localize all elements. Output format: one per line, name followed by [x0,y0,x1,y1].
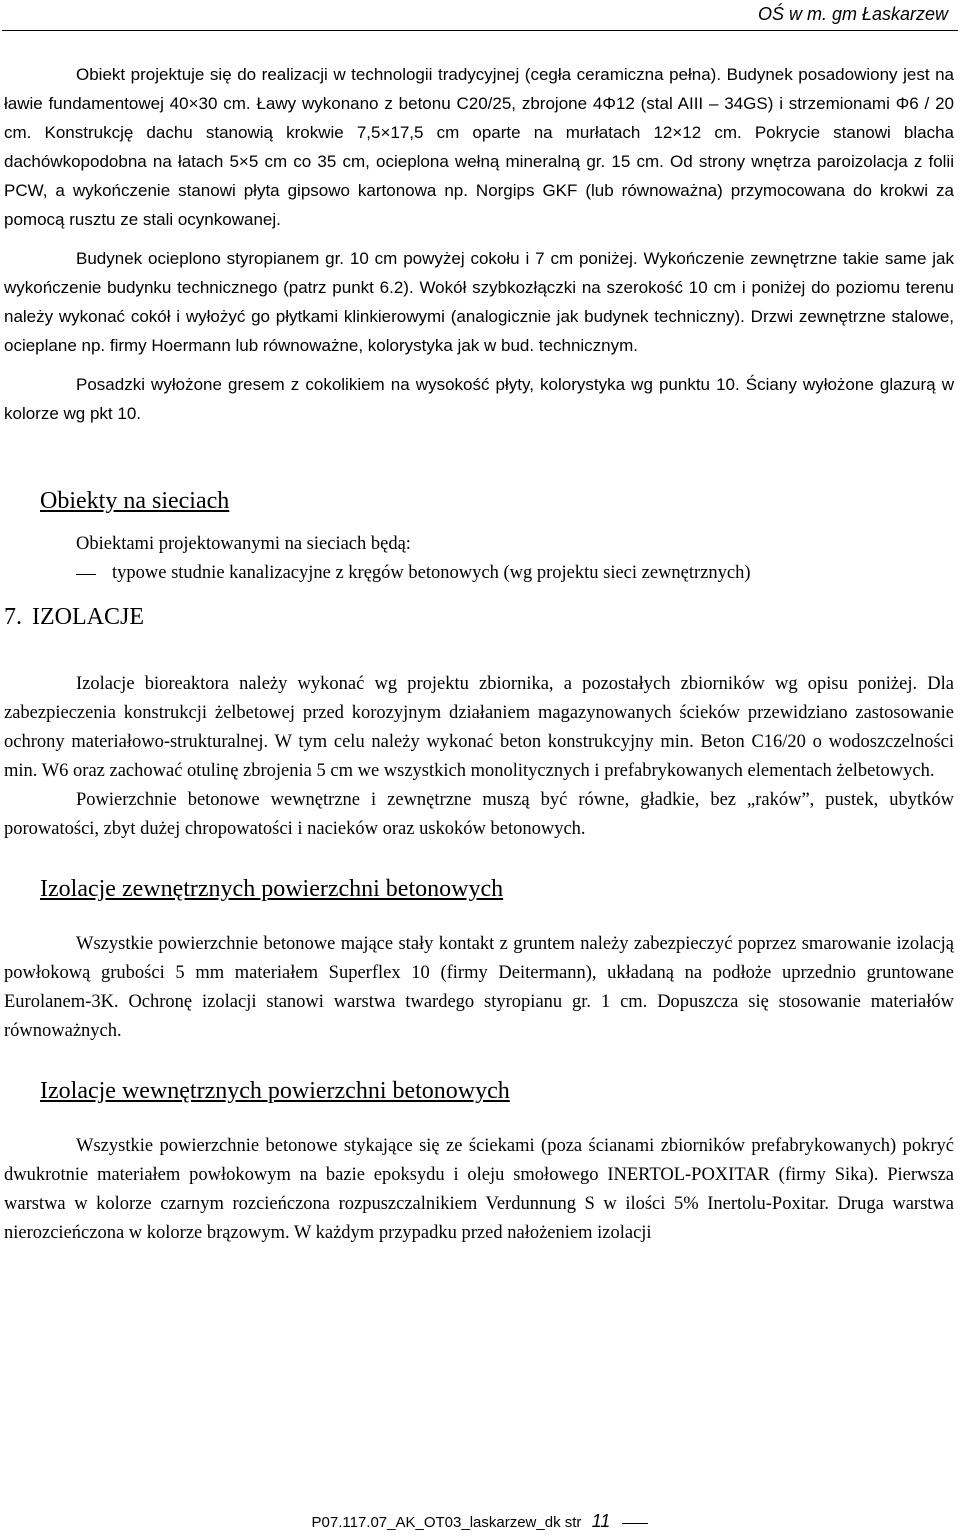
footer-dash [622,1523,648,1524]
list-item: typowe studnie kanalizacyjne z kręgów betonowych (wg projektu sieci zewnętrznych) [4,559,954,588]
building-description-block [4,60,954,428]
section-heading-internal: Izolacje wewnętrznych powierzchni betonowych [40,1078,510,1104]
section-heading-networks: Obiekty na sieciach [40,488,230,514]
chapter-heading [4,602,954,632]
page-footer [0,1510,960,1534]
running-header: OŚ w m. gm Łaskarzew [757,4,948,24]
networks-list [4,559,954,588]
paragraph-insulation-finish: Budynek ocieplono styropianem gr. 10 cm powyżej cokołu i 7 cm poniżej. Wykończenie zewnętrzne takie same jak wykończenie budynku technicznego (patrz punkt 6.2). Wokół szybkozłączki na szerokość 10 cm i poniżej do poziomu terenu należy wykonać cokół i wyłożyć go płytkami klinkierowymi (analogicznie jak budynek techniczny). Drzwi zewnętrzne stalowe, ocieplane np. firmy Hoermann lub równoważne, kolorystyka jak w bud. technicznym. [4,249,954,355]
paragraph-floors-walls: Posadzki wyłożone gresem z cokolikiem na wysokość płyty, kolorystyka wg punktu 10. Ściany wyłożone glazurą w kolorze wg pkt 10. [4,375,954,423]
chapter-title: IZOLACJE [32,604,144,630]
page-number: 11 [591,1511,611,1531]
page-content [4,60,954,1248]
section-heading-external: Izolacje zewnętrznych powierzchni betonowych [40,876,504,902]
paragraph-internal: Wszystkie powierzchnie betonowe stykające się ze ściekami (poza ścianami zbiorników prefabrykowanych) pokryć dwukrotnie materiałem powłokowym na bazie epoksydu i oleju smołowego INERTOL-POXITAR (firmy Sika). Pierwsza warstwa w kolorze czarnym rozcieńczona rozpuszczalnikiem Verdunnung S w ilości 5% Inertolu-Poxitar. Druga warstwa nierozcieńczona w kolorze brązowym. W każdym przypadku przed nałożeniem izolacji [4,1136,954,1243]
paragraph-construction: Obiekt projektuje się do realizacji w technologii tradycyjnej (cegła ceramiczna pełna). Budynek posadowiony jest na ławie fundamentowej 40×30 cm. Ławy wykonano z betonu C20/25, zbrojone 4Φ12 (stal AIII – 34GS) i strzemionami Φ6 / 20 cm. Konstrukcję dachu stanowią krokwie 7,5×17,5 cm oparte na murłatach 12×12 cm. Pokrycie stanowi blacha dachówkopodobna na łatach 5×5 cm co 35 cm, ocieplona wełną mineralną gr. 15 cm. Od strony wnętrza paroizolacja z folii PCW, a wykończenie stanowi płyta gipsowo kartonowa np. Norgips GKF (lub równoważna) przymocowana do krokwi za pomocą rusztu ze stali ocynkowanej. [4,65,954,229]
chapter-number: 7. [4,604,22,630]
paragraph-izolacje-1: Izolacje bioreaktora należy wykonać wg projektu zbiornika, a pozostałych zbiorników wg opisu poniżej. Dla zabezpieczenia konstrukcji żelbetowej przed korozyjnym działaniem magazynowanych ścieków przewidziano zastosowanie ochrony materiałowo-strukturalnej. W tym celu należy wykonać beton konstrukcyjny min. Beton C16/20 o wodoszczelności min. W6 oraz zachować otulinę zbrojenia 5 cm we wszystkich monolitycznych i prefabrykowanych elementach żelbetowych. [4,674,954,781]
header-rule [2,30,958,31]
networks-intro: Obiektami projektowanymi na sieciach będą: [76,534,411,554]
paragraph-external: Wszystkie powierzchnie betonowe mające stały kontakt z gruntem należy zabezpieczyć poprzez smarowanie izolacją powłokową grubości 5 mm materiałem Superflex 10 (firmy Deitermann), układaną na podłoże uprzednio gruntowane Eurolanem-3K. Ochronę izolacji stanowi warstwa twardego styropianu gr. 1 cm. Dopuszcza się stosowanie materiałów równoważnych. [4,934,954,1041]
footer-doc-ref: P07.117.07_AK_OT03_laskarzew_dk str [311,1514,582,1531]
paragraph-izolacje-2: Powierzchnie betonowe wewnętrzne i zewnętrzne muszą być równe, gładkie, bez „raków”, pustek, ubytków porowatości, zbyt dużej chropowatości i nacieków oraz uskoków betonowych. [4,790,954,839]
